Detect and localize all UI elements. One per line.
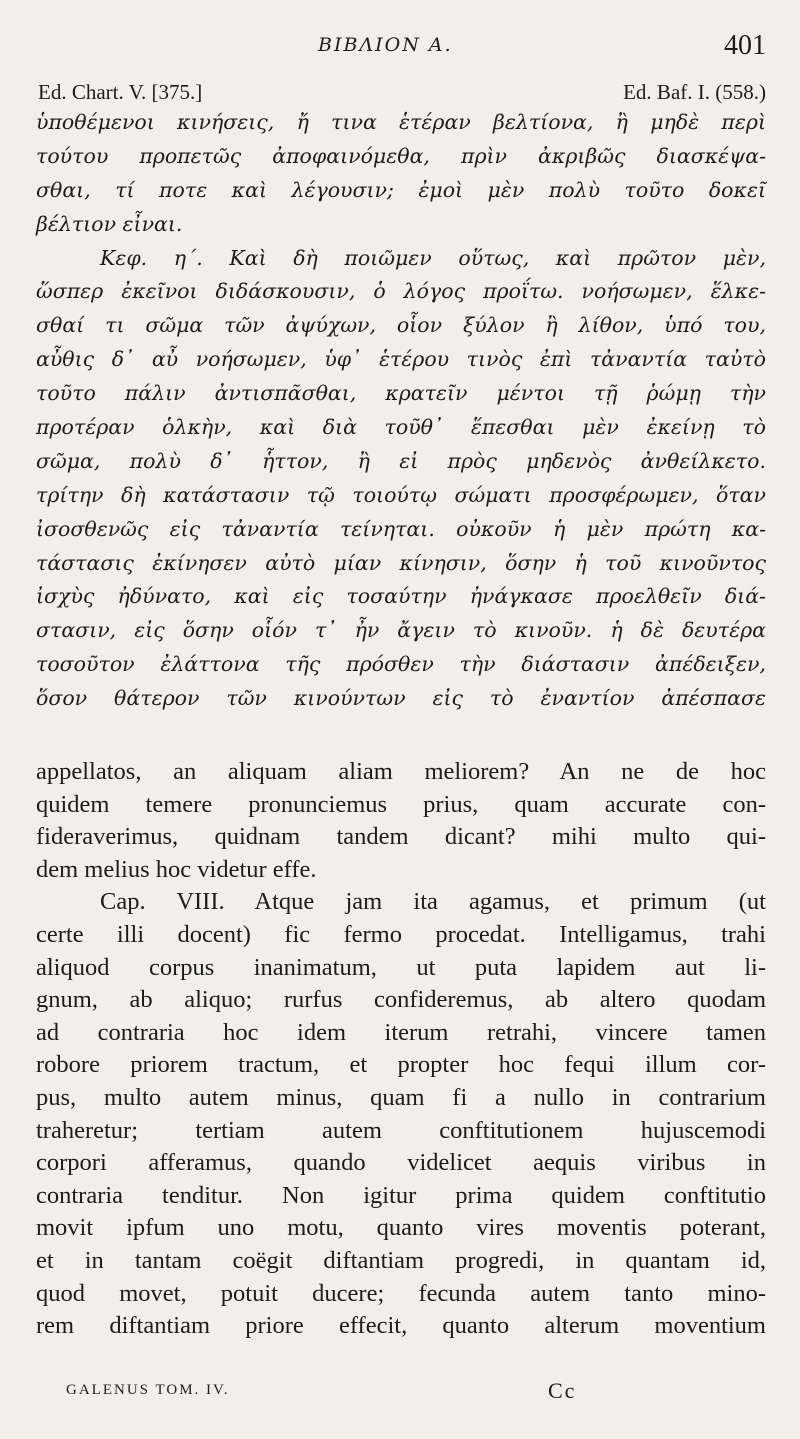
edition-basel-reference: Ed. Baf. I. (558.) bbox=[623, 80, 766, 104]
greek-line: βέλτιον εἶναι. bbox=[36, 211, 183, 236]
greek-line: τοῦτο πάλιν ἀντισπᾶσθαι, κρατεῖν μέντοι τῇ ῥώμῃ τὴν bbox=[36, 381, 766, 406]
greek-line: ἰσοσθενῶς εἰς τἀναντία τείνηται. οὐκοῦν ἡ μὲν πρώτη κα- bbox=[36, 516, 766, 541]
latin-line: aliquod corpus inanimatum, ut puta lapidem aut li- bbox=[36, 953, 766, 981]
latin-chapter-heading-line: Cap. VIII. Atque jam ita agamus, et primum (ut bbox=[100, 888, 766, 916]
greek-line: σῶμα, πολὺ δ᾽ ἧττον, ἢ εἰ πρὸς μηδενὸς ἀνθείλκετο. bbox=[36, 448, 766, 473]
running-head bbox=[0, 30, 800, 64]
latin-line: movit ipfum uno motu, quanto vires moventis poterant, bbox=[36, 1214, 766, 1242]
latin-line: appellatos, an aliquam aliam meliorem? An ne de hoc bbox=[36, 758, 766, 785]
greek-line: τούτου προπετῶς ἀποφαινόμεθα, πρὶν ἀκριβῶς διασκέψα- bbox=[36, 143, 766, 168]
latin-line: traheretur; tertiam autem conftitutionem hujuscemodi bbox=[36, 1116, 766, 1144]
latin-line: rem diftantiam priore effecit, quanto alterum moventium bbox=[36, 1312, 766, 1340]
edition-reference-line bbox=[38, 80, 766, 108]
greek-line: ὅσον θάτερον τῶν κινούντων εἰς τὸ ἐναντίον ἀπέσπασε bbox=[36, 686, 766, 711]
running-title: ΒΙΒΛΙΟΝ Α. bbox=[318, 34, 453, 56]
latin-line: quidem temere pronunciemus prius, quam accurate con- bbox=[36, 790, 766, 818]
latin-line: certe illi docent) fic fermo procedat. Intelligamus, trahi bbox=[36, 920, 766, 948]
latin-text-block bbox=[36, 756, 766, 1343]
latin-line: quod movet, potuit ducere; fecunda autem tanto mino- bbox=[36, 1279, 766, 1307]
latin-line: gnum, ab aliquo; rurfus confideremus, ab altero quodam bbox=[36, 986, 766, 1014]
latin-line: et in tantam coëgit diftantiam progredi, in quantam id, bbox=[36, 1246, 766, 1274]
page-number: 401 bbox=[724, 30, 766, 61]
latin-line: dem melius hoc videtur effe. bbox=[36, 855, 317, 883]
greek-line: ὑποθέμενοι κινήσεις, ἤ τινα ἑτέραν βελτίονα, ἢ μηδὲ περὶ bbox=[36, 110, 766, 134]
latin-line: contraria tenditur. Non igitur prima quidem conftitutio bbox=[36, 1181, 766, 1209]
greek-line: προτέραν ὁλκὴν, καὶ διὰ τοῦθ᾽ ἕπεσθαι μὲν ἐκείνῃ τὸ bbox=[36, 415, 766, 440]
greek-chapter-heading-line: Κεφ. η΄. Καὶ δὴ ποιῶμεν οὕτως, καὶ πρῶτον μὲν, bbox=[100, 245, 766, 270]
greek-line: ὥσπερ ἐκεῖνοι διδάσκουσιν, ὁ λόγος προΐτω. νοήσωμεν, ἕλκε- bbox=[36, 279, 766, 304]
page-footer bbox=[66, 1378, 586, 1408]
signature-mark: Cc bbox=[548, 1378, 577, 1403]
latin-line: corpori afferamus, quando videlicet aequis viribus in bbox=[36, 1149, 766, 1177]
printer-signature-line: GALENUS TOM. IV. bbox=[66, 1382, 230, 1398]
greek-line: αὖθις δ᾽ αὖ νοήσωμεν, ὑφ᾽ ἑτέρου τινὸς ἐπὶ τἀναντία ταὐτὸ bbox=[36, 347, 766, 372]
latin-line: fideraverimus, quidnam tandem dicant? mihi multo qui- bbox=[36, 823, 766, 851]
greek-text-block bbox=[36, 106, 766, 716]
latin-line: robore priorem tractum, et propter hoc fequi illum cor- bbox=[36, 1051, 766, 1079]
greek-line: τρίτην δὴ κατάστασιν τῷ τοιούτῳ σώματι προσφέρωμεν, ὅταν bbox=[36, 482, 766, 507]
greek-line: τάστασις ἐκίνησεν αὐτὸ μίαν κίνησιν, ὅσην ἡ τοῦ κινοῦντος bbox=[36, 550, 766, 575]
greek-line: σθαί τι σῶμα τῶν ἀψύχων, οἷον ξύλον ἢ λίθον, ὑπό του, bbox=[36, 313, 766, 338]
latin-line: pus, multo autem minus, quam fi a nullo in contrarium bbox=[36, 1083, 766, 1111]
greek-line: σθαι, τί ποτε καὶ λέγουσιν; ἐμοὶ μὲν πολὺ τοῦτο δοκεῖ bbox=[36, 177, 766, 202]
edition-chartier-reference: Ed. Chart. V. [375.] bbox=[38, 80, 203, 104]
greek-line: τοσοῦτον ἐλάττονα τῆς πρόσθεν τὴν διάστασιν ἀπέδειξεν, bbox=[36, 652, 766, 677]
greek-line: ἰσχὺς ἠδύνατο, καὶ εἰς τοσαύτην ἠνάγκασε προελθεῖν διά- bbox=[36, 584, 766, 609]
latin-line: ad contraria hoc idem iterum retrahi, vincere tamen bbox=[36, 1018, 766, 1046]
greek-line: στασιν, εἰς ὅσην οἷόν τ᾽ ἦν ἄγειν τὸ κινοῦν. ἡ δὲ δευτέρα bbox=[36, 618, 766, 643]
